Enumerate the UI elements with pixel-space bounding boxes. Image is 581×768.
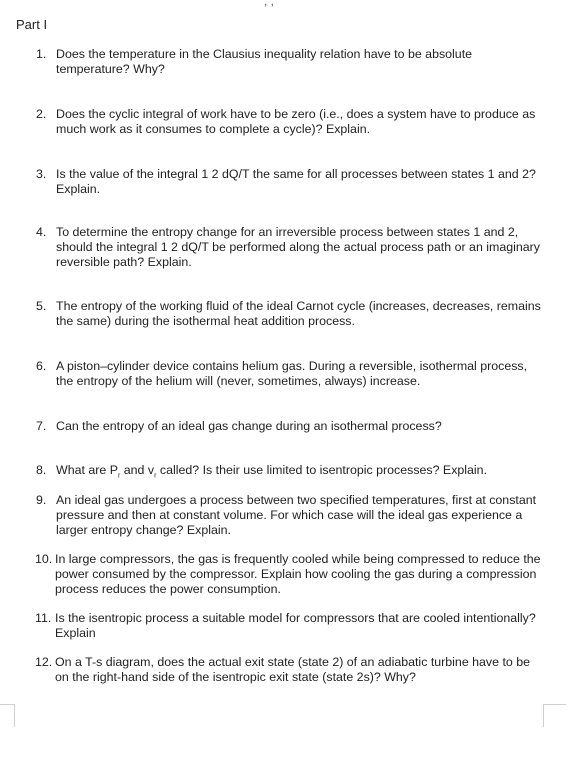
question-number: 8. [36,463,47,477]
question-text: To determine the entropy change for an irreversible process between states 1 and 2, should the integral 1 2 dQ/T be performed along the actual process path or an imaginary reversible path? Explain. [56,225,540,269]
question-number: 10. [35,552,53,566]
question-text: On a T-s diagram, does the actual exit state (state 2) of an adiabatic turbine have to be on the right-hand side of the isentropic exit state (state 2s)? Why? [55,655,531,684]
question-text: Does the cyclic integral of work have to be zero (i.e., does a system have to produce as much work as it consumes to complete a cycle)? Explain. [56,107,536,136]
part-heading: Part I [16,17,48,32]
question-item [36,225,546,270]
question-item [36,655,546,685]
question-text-part: and v [120,463,155,477]
question-item [36,552,546,597]
question-number: 2. [36,107,47,121]
question-text-part: What are P [56,463,118,477]
question-number: 3. [36,167,47,181]
question-text: Can the entropy of an ideal gas change during an isothermal process? [56,419,442,433]
question-text: An ideal gas undergoes a process between two specified temperatures, first at constant pressure and then at constant volume. For which case will the ideal gas experience a larger entropy change? Explain. [56,493,537,537]
question-item [36,611,546,641]
question-text: Is the isentropic process a suitable model for compressors that are cooled intentionally? Explain [55,611,536,640]
question-item [36,107,546,137]
question-text: The entropy of the working fluid of the ideal Carnot cycle (increases, decreases, remains the same) during the isothermal heat addition process. [56,299,541,328]
question-number: 1. [36,47,47,61]
question-number: 7. [36,419,47,433]
question-item [36,463,546,483]
question-number: 6. [36,359,47,373]
question-text: A piston–cylinder device contains helium gas. During a reversible, isothermal process, the entropy of the helium will (never, sometimes, always) increase. [56,359,528,388]
question-text-part: called? Is their use limited to isentropic processes? Explain. [156,463,488,477]
question-text: Does the temperature in the Clausius inequality relation have to be absolute temperature? Why? [56,47,473,76]
question-item [36,359,546,389]
top-cutoff-text: , , [264,0,275,8]
question-number: 12. [35,655,53,669]
subscript-r: r [154,472,157,480]
subscript-r: r [117,472,121,480]
question-text: In large compressors, the gas is frequently cooled while being compressed to reduce the power consumed by the compressor. Explain how cooling the gas during a compression process reduces the power consumption. [55,552,541,596]
question-text [56,463,546,483]
page-corner-mark-left [0,704,15,727]
question-item [36,419,546,434]
question-item [36,167,546,197]
page-corner-mark-right [543,704,566,727]
question-text: Is the value of the integral 1 2 dQ/T the same for all processes between states 1 and 2? Explain. [56,167,536,196]
question-item [36,299,546,329]
question-item [36,47,546,77]
question-number: 9. [36,493,47,507]
question-number: 11. [35,611,52,625]
question-number: 5. [36,299,47,313]
question-item [36,493,546,538]
question-number: 4. [36,225,47,239]
